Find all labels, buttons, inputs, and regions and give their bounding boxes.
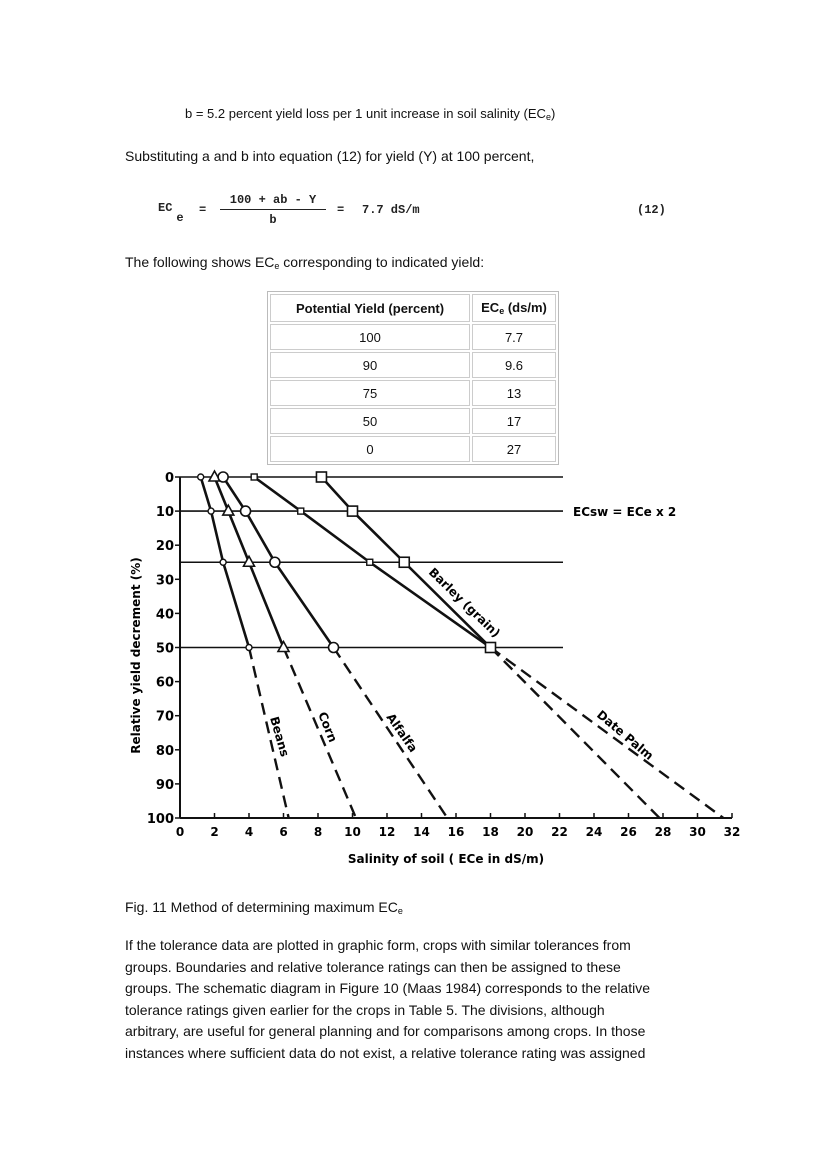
x-axis-label: Salinity of soil ( ECe in dS/m): [347, 852, 545, 866]
data-point-dot: [208, 508, 214, 514]
ece-cell: 17: [472, 408, 556, 434]
y-tick-label: 70: [155, 709, 174, 725]
y-tick-label: 30: [155, 573, 174, 589]
x-tick-label: 4: [244, 825, 254, 839]
data-point-circle: [241, 506, 251, 516]
following-text: The following shows $EC_e$ corresponding to indicated yield:: [125, 254, 485, 271]
ece-chart: [0, 460, 827, 880]
y-tick-label: 80: [155, 743, 174, 759]
table-row: [270, 352, 556, 378]
table-header-ece: $EC_e$ (ds/m): [472, 294, 556, 322]
data-point-square: [348, 506, 358, 516]
ece-cell: 9.6: [472, 352, 556, 378]
figure-caption: Fig. 11 Method of determining maximum $EC_e$: [125, 899, 403, 916]
x-tick-label: 30: [689, 825, 706, 839]
data-point-triangle: [278, 642, 289, 652]
equation-equals-1: =: [199, 203, 207, 217]
body-paragraph: [125, 935, 715, 1065]
data-point-circle: [270, 557, 280, 567]
x-tick-label: 18: [482, 825, 499, 839]
x-tick-label: 6: [279, 825, 288, 839]
ece-cell: 7.7: [472, 324, 556, 350]
x-tick-label: 24: [585, 825, 603, 839]
ece-cell: 27: [472, 436, 556, 462]
yield-cell: 0: [270, 436, 470, 462]
y-axis-label: Relative yield decrement (%): [129, 557, 143, 754]
x-tick-label: 8: [313, 825, 323, 839]
table-row: [270, 324, 556, 350]
series-line-dashed: [491, 648, 724, 819]
y-tick-label: 100: [146, 812, 174, 827]
y-tick-label: 10: [155, 505, 174, 521]
data-point-square: [399, 557, 409, 567]
x-tick-label: 22: [551, 825, 568, 839]
data-point-circle: [218, 472, 228, 482]
data-point-small-square: [251, 474, 257, 480]
table-row: [270, 436, 556, 462]
y-tick-label: 90: [155, 777, 174, 793]
x-tick-label: 2: [210, 825, 219, 839]
data-point-dot: [198, 474, 204, 480]
paragraph-line: arbitrary, are useful for general planning and for comparisons among crops. In those: [125, 1023, 646, 1040]
y-tick-label: 0: [164, 471, 174, 486]
curve-label-beans: Beans: [267, 714, 292, 759]
series-line-dashed: [284, 648, 356, 819]
equation-number: (12): [637, 203, 666, 217]
data-point-small-square: [367, 559, 373, 565]
equation-result: 7.7 dS/m: [362, 203, 420, 217]
x-tick-label: 28: [654, 825, 672, 839]
paragraph-line: tolerance ratings given earlier for the crops in Table 5. The divisions, although: [125, 1001, 605, 1018]
x-tick-label: 26: [620, 825, 637, 839]
paragraph-line: groups. Boundaries and relative tolerance ratings can then be assigned to these: [125, 958, 621, 975]
ecsw-annotation: ECsw = ECe x 2: [573, 505, 677, 520]
substituting-text: Substituting a and b into equation (12) for yield (Y) at 100 percent,: [125, 148, 535, 164]
yield-cell: 75: [270, 380, 470, 406]
definition-b: b = 5.2 percent yield loss per 1 unit increase in soil salinity $(EC_e)$: [185, 106, 556, 122]
y-tick-label: 50: [155, 641, 174, 657]
paragraph-line: If the tolerance data are plotted in graphic form, crops with similar tolerances from: [125, 937, 631, 953]
yield-cell: 50: [270, 408, 470, 434]
table-row: [270, 380, 556, 406]
data-point-dot: [220, 559, 226, 565]
x-tick-label: 16: [447, 825, 465, 839]
data-point-small-square: [298, 508, 304, 514]
table-header-row: [270, 294, 556, 322]
ece-cell: 13: [472, 380, 556, 406]
table-row: [270, 408, 556, 434]
data-point-circle: [329, 643, 339, 653]
paragraph-line: instances where sufficient data do not exist, a relative tolerance rating was assigned: [125, 1044, 646, 1061]
x-tick-label: 0: [175, 825, 185, 839]
equation-equals-2: =: [337, 203, 345, 217]
x-tick-label: 14: [413, 825, 430, 839]
yield-table: [267, 291, 559, 465]
equation-fraction-bar: [220, 209, 326, 210]
yield-cell: 100: [270, 324, 470, 350]
equation-lhs: ECe: [158, 201, 184, 225]
y-tick-label: 60: [155, 675, 174, 691]
curve-label-corn: Corn: [315, 709, 341, 745]
table-header-yield: Potential Yield (percent): [270, 294, 470, 322]
data-point-triangle: [223, 505, 234, 515]
data-point-square: [316, 472, 326, 482]
paragraph-line: groups. The schematic diagram in Figure 10 (Maas 1984) corresponds to the relative: [125, 980, 651, 997]
x-tick-label: 20: [516, 825, 534, 839]
equation-denominator: b: [269, 213, 277, 227]
curve-label-alfalfa: Alfalfa: [383, 710, 421, 755]
yield-cell: 90: [270, 352, 470, 378]
y-tick-label: 40: [155, 607, 174, 623]
curve-label-date-palm: Date Palm: [594, 707, 657, 763]
x-tick-label: 10: [344, 825, 361, 839]
data-point-dot: [246, 645, 252, 651]
data-point-triangle: [244, 556, 255, 566]
data-point-square: [486, 643, 496, 653]
curve-label-barley: Barley (grain): [425, 565, 504, 641]
x-tick-label: 12: [378, 825, 396, 839]
x-tick-label: 32: [723, 825, 741, 839]
series-line-dashed: [334, 648, 448, 819]
y-tick-label: 20: [155, 539, 174, 555]
equation-numerator: 100 + ab - Y: [229, 193, 317, 207]
